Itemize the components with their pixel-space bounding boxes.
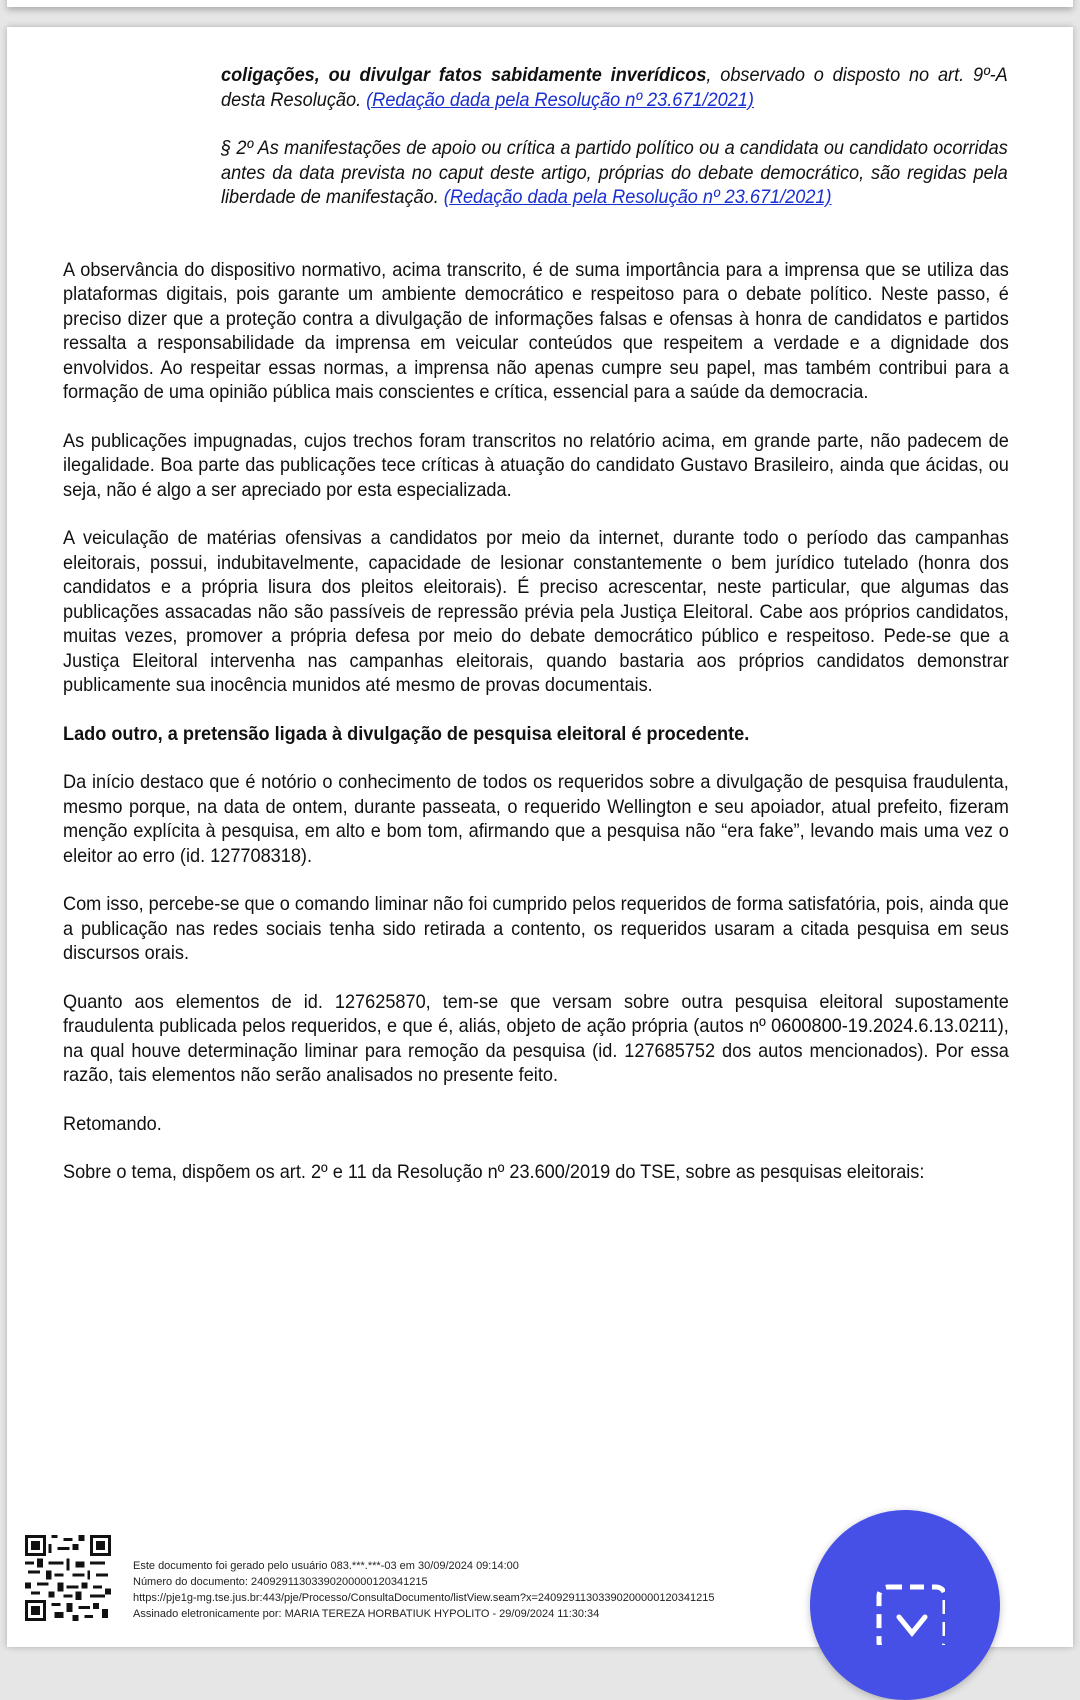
resolution-link[interactable]: (Redação dada pela Resolução nº 23.671/2021) (443, 186, 832, 208)
quote-paragraph-1 (221, 63, 1008, 112)
resolution-link[interactable]: (Redação dada pela Resolução nº 23.671/2021) (366, 88, 754, 111)
quote-bold-text: coligações, ou divulgar fatos sabidamente inverídicos (221, 64, 707, 86)
body-paragraph: Da início destaco que é notório o conhecimento de todos os requeridos sobre a divulgação de pesquisa fraudulenta, mesmo porque, na data de ontem, durante passeata, o requerido Wellington e seu apoiador, atual prefeito, fizeram menção explícita à pesquisa, em alto e bom tom, afirmando que a pesquisa não “era fake”, levando mais uma vez o eleitor ao erro (id. 127708318). (63, 771, 1009, 867)
footer-generated-by: Este documento foi gerado pelo usuário 083.***.***-03 em 30/09/2024 09:14:00 (133, 1560, 519, 1572)
quote-text: § 2º As manifestações de apoio ou crítica a partido político ou a candidata ou candidato ocorridas antes da data prevista no caput deste artigo, próprias do debate democrático, são regidas pela liberdade de manifestação. (221, 137, 1008, 208)
body-paragraph: Com isso, percebe-se que o comando liminar não foi cumprido pelos requeridos de forma satisfatória, pois, ainda que a publicação nas redes sociais tenha sido retirada a contento, os requeridos usaram a citada pesquisa em seus discursos orais. (63, 893, 1009, 964)
screenshot-fab-button[interactable] (810, 1510, 1000, 1700)
body-paragraph: A veiculação de matérias ofensivas a candidatos por meio da internet, durante todo o período das campanhas eleitorais, possui, indubitavelmente, capacidade de lesionar constantemente o bem jurídico tutelado (honra dos candidatos e a própria lisura dos pleitos eleitorais). É preciso acrescentar, neste particular, que algumas das publicações assacadas não são passíveis de repressão prévia pela Justiça Eleitoral. Cabe aos próprios candidatos, muitas vezes, promover a própria defesa por meio do debate democrático público e respeitoso. Pede-se que a Justiça Eleitoral intervenha nas campanhas eleitorais, quando bastaria aos próprios candidatos demonstrar publicamente sua inocência munidos até mesmo de provas documentais. (63, 527, 1009, 696)
body-paragraph: As publicações impugnadas, cujos trechos foram transcritos no relatório acima, em grande parte, não padecem de ilegalidade. Boa parte das publicações tece críticas à atuação do candidato Gustavo Brasileiro, ainda que ácidas, ou seja, não é algo a ser apreciado por esta especializada. (63, 429, 1009, 501)
footer-text-block (133, 1558, 714, 1622)
footer-url[interactable]: https://pje1g-mg.tse.jus.br:443/pje/Processo/ConsultaDocumento/listView.seam?x=24092911303390200000120341215 (133, 1592, 715, 1604)
quote-text: , observado o disposto no art. 9º-A desta Resolução. (221, 64, 1008, 111)
footer-signature: Assinado eletronicamente por: MARIA TEREZA HORBATIUK HYPOLITO - 29/09/2024 11:30:34 (133, 1608, 600, 1620)
quote-paragraph-2 (221, 136, 1008, 210)
body-paragraph: Quanto aos elementos de id. 127625870, tem-se que versam sobre outra pesquisa eleitoral supostamente fraudulenta publicada pelos requeridos, e que é, aliás, objeto de ação própria (autos nº 0600800-19.2024.6.13.0211), na qual houve determinação liminar para remoção da pesquisa (id. 127685752 dos autos mencionados). Por essa razão, tais elementos não serão analisados no presente feito. (63, 990, 1009, 1086)
document-content (63, 63, 1009, 1185)
body-paragraph: A observância do dispositivo normativo, acima transcrito, é de suma importância para a imprensa que se utiliza das plataformas digitais, pois garante um ambiente democrático e respeitoso para o debate político. Neste passo, é preciso dizer que a proteção contra a divulgação de informações falsas e ofensas à honra de candidatos e partidos ressalta a responsabilidade da imprensa em veicular conteúdos que respeitem a verdade e a dignidade dos envolvidos. Ao respeitar essas normas, a imprensa não apenas cumpre seu papel, mas também contribui para a formação de uma opinião pública mais conscientes e crítica, essencial para a saúde da democracia. (63, 258, 1009, 403)
qr-code-icon (25, 1535, 111, 1621)
screenshot-select-icon (865, 1565, 945, 1645)
body-paragraph: Sobre o tema, dispõem os art. 2º e 11 da Resolução nº 23.600/2019 do TSE, sobre as pesquisas eleitorais: (63, 1161, 925, 1183)
bold-paragraph: Lado outro, a pretensão ligada à divulgação de pesquisa eleitoral é procedente. (63, 722, 750, 745)
body-paragraph: Retomando. (63, 1112, 162, 1135)
footer-document-number: Número do documento: 24092911303390200000120341215 (133, 1576, 428, 1588)
previous-page-edge (7, 0, 1073, 7)
